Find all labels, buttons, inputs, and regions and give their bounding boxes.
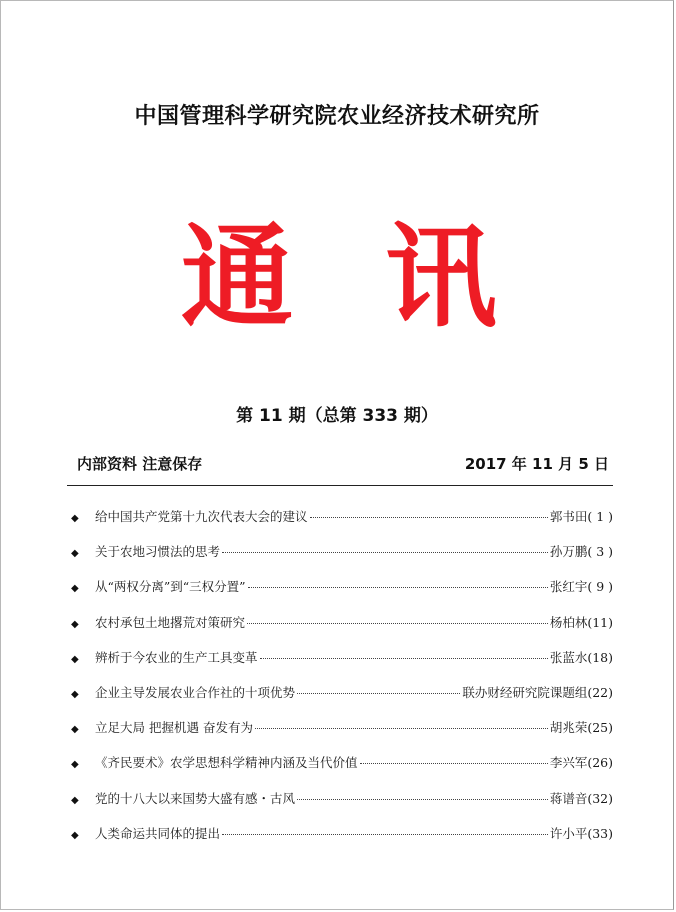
toc-title: 辨析于今农业的生产工具变革 [95,649,258,665]
toc-item[interactable] [71,789,613,824]
diamond-bullet-icon: ◆ [71,513,79,524]
toc-title: 企业主导发展农业合作社的十项优势 [95,684,296,700]
diamond-bullet-icon: ◆ [71,759,79,771]
toc-item[interactable] [71,824,613,859]
masthead-char-xun: 讯 [385,212,497,343]
toc-author: 杨柏林 [549,614,588,630]
dot-leader [297,693,460,694]
table-of-contents [71,507,613,859]
toc-page: (33) [587,825,613,841]
divider-rule [67,485,613,486]
dot-leader [297,799,548,800]
organization-title: 中国管理科学研究院农业经济技术研究所 [134,104,540,129]
toc-page: ( 1 ) [587,509,613,524]
dot-leader [360,763,548,764]
toc-author: 郭书田 [549,509,588,524]
toc-page: (18) [587,649,613,665]
classification-label: 内部资料 注意保存 [77,455,203,473]
toc-page: (32) [587,790,613,806]
dot-leader [310,517,548,518]
diamond-bullet-icon: ◆ [71,653,79,665]
dot-leader [247,623,548,624]
masthead [1,213,673,343]
dot-leader [222,834,548,835]
toc-item[interactable] [71,542,613,577]
meta-row [77,453,609,474]
diamond-bullet-icon: ◆ [71,724,79,736]
toc-author: 张蓝水 [549,649,588,665]
toc-page: (26) [587,755,613,771]
toc-page: (22) [587,684,613,700]
toc-author: 张红宇 [549,579,588,595]
dot-leader [248,587,548,588]
diamond-bullet-icon: ◆ [71,618,79,630]
toc-title: 给中国共产党第十九次代表大会的建议 [95,509,308,524]
toc-author: 许小平 [549,825,588,841]
toc-title: 关于农地习惯法的思考 [95,544,221,560]
diamond-bullet-icon: ◆ [71,548,79,560]
toc-title: 立足大局 把握机遇 奋发有为 [95,720,253,736]
diamond-bullet-icon: ◆ [71,688,79,700]
diamond-bullet-icon: ◆ [71,794,79,806]
toc-item[interactable] [71,718,613,753]
toc-page: (11) [587,614,613,630]
dot-leader [260,658,548,659]
dot-leader [255,728,548,729]
issue-number: 第 11 期（总第 333 期） [236,406,438,426]
toc-title: 党的十八大以来国势大盛有感・古风 [95,790,296,806]
toc-title: 从“两权分离”到“三权分置” [95,579,246,595]
diamond-bullet-icon: ◆ [71,583,79,595]
toc-author: 胡兆荣 [549,720,588,736]
toc-item[interactable] [71,753,613,788]
toc-author: 蒋谱音 [549,790,588,806]
toc-title: 《齐民要术》农学思想科学精神内涵及当代价值 [95,755,358,771]
toc-author: 联办财经研究院课题组 [462,684,588,700]
toc-title: 人类命运共同体的提出 [95,825,221,841]
toc-author: 孙万鹏 [549,544,588,560]
diamond-bullet-icon: ◆ [71,829,79,841]
publication-date: 2017 年 11 月 5 日 [464,455,609,473]
toc-item[interactable] [71,507,613,542]
toc-title: 农村承包土地撂荒对策研究 [95,614,246,630]
toc-item[interactable] [71,577,613,612]
toc-page: (25) [587,720,613,736]
toc-page: ( 9 ) [587,579,613,595]
toc-item[interactable] [71,648,613,683]
toc-item[interactable] [71,613,613,648]
dot-leader [222,552,548,553]
toc-item[interactable] [71,683,613,718]
toc-author: 李兴军 [549,755,588,771]
masthead-char-tong: 通 [181,212,293,343]
toc-page: ( 3 ) [587,544,613,560]
